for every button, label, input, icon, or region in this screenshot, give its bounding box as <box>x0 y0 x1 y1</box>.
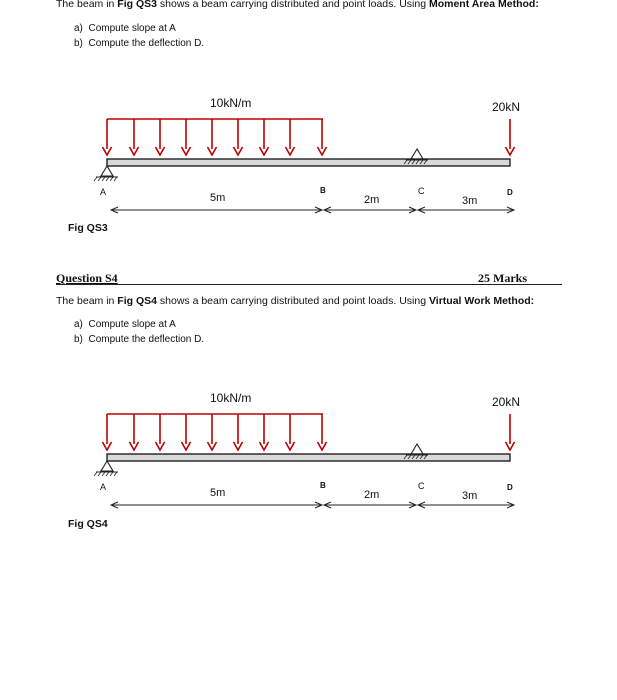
qs4-item-b-marker: b) <box>74 334 83 345</box>
qs4-support-a-hatch <box>102 472 105 476</box>
qs4-beam-body <box>107 454 510 461</box>
qs4-label-b: B <box>320 481 326 490</box>
qs4-support-a-hatch <box>98 472 101 476</box>
qs3-support-a-hatch <box>94 177 97 181</box>
qs3-support-a-hatch <box>110 177 113 181</box>
qs4-item-b <box>74 334 204 345</box>
qs4-span-bc-label: 2m <box>364 489 380 501</box>
qs4-label-d: D <box>507 483 513 492</box>
question-divider <box>56 284 562 285</box>
qs4-label-a: A <box>100 482 107 492</box>
qs3-span-bc-label: 2m <box>364 194 380 206</box>
qs3-intro-middle: shows a beam carrying distributed and point loads. Using <box>156 0 429 10</box>
qs3-udl-label: 10kN/m <box>210 96 252 110</box>
qs3-label-a: A <box>100 187 107 197</box>
qs4-support-a-hatch <box>106 472 109 476</box>
question-marks: 25 Marks <box>478 271 527 285</box>
qs4-intro-prefix: The beam in <box>56 295 118 307</box>
qs3-item-b <box>74 38 204 49</box>
qs4-intro-method: Virtual Work Method: <box>428 295 535 307</box>
qs4-item-a <box>74 319 176 330</box>
qs3-fig-label: Fig QS3 <box>68 222 108 234</box>
qs4-udl-label: 10kN/m <box>210 391 252 405</box>
qs3-point-label: 20kN <box>492 100 521 114</box>
qs3-span-ab-label: 5m <box>210 192 226 204</box>
qs4-span-cd-label: 3m <box>462 490 478 502</box>
qs3-intro <box>56 0 539 10</box>
qs4-support-a-hatch <box>94 472 97 476</box>
qs4-support-a-triangle <box>101 461 113 471</box>
qs4-intro <box>56 295 534 307</box>
qs3-item-a-text: Compute slope at A <box>88 23 176 34</box>
qs4-support-a-hatch <box>110 472 113 476</box>
qs3-label-d: D <box>507 188 513 197</box>
qs3-intro-fig: Fig QS3 <box>117 0 157 10</box>
qs3-item-a <box>74 23 176 34</box>
qs4-label-c: C <box>418 481 425 491</box>
qs4-support-a-hatch <box>114 472 117 476</box>
qs4-item-b-text: Compute the deflection D. <box>88 334 205 345</box>
qs3-item-b-text: Compute the deflection D. <box>88 38 205 49</box>
qs3-beam-body <box>107 159 510 166</box>
qs4-beam-diagram <box>0 390 617 515</box>
qs3-support-a-hatch <box>114 177 117 181</box>
qs4-intro-fig: Fig QS4 <box>117 295 157 307</box>
qs3-item-b-marker: b) <box>74 38 83 49</box>
qs4-point-label: 20kN <box>492 395 521 409</box>
qs4-item-a-text: Compute slope at A <box>88 319 176 330</box>
qs4-support-c-triangle <box>411 444 423 454</box>
qs3-span-cd-label: 3m <box>462 195 478 207</box>
qs3-support-a-hatch <box>106 177 109 181</box>
qs3-intro-method: Moment Area Method: <box>428 0 539 10</box>
question-title: Question S4 <box>56 271 118 285</box>
qs3-label-c: C <box>418 186 425 196</box>
qs3-intro-prefix: The beam in <box>56 0 118 10</box>
qs3-beam-diagram <box>0 95 617 220</box>
qs3-support-a-triangle <box>101 166 113 176</box>
qs4-item-a-marker: a) <box>74 319 83 330</box>
qs3-support-c-triangle <box>411 149 423 159</box>
qs3-support-a-hatch <box>98 177 101 181</box>
qs3-item-a-marker: a) <box>74 23 83 34</box>
qs4-intro-middle: shows a beam carrying distributed and point loads. Using <box>156 295 429 307</box>
qs4-span-ab-label: 5m <box>210 487 226 499</box>
qs4-fig-label: Fig QS4 <box>68 518 108 530</box>
qs3-label-b: B <box>320 186 326 195</box>
qs3-support-a-hatch <box>102 177 105 181</box>
